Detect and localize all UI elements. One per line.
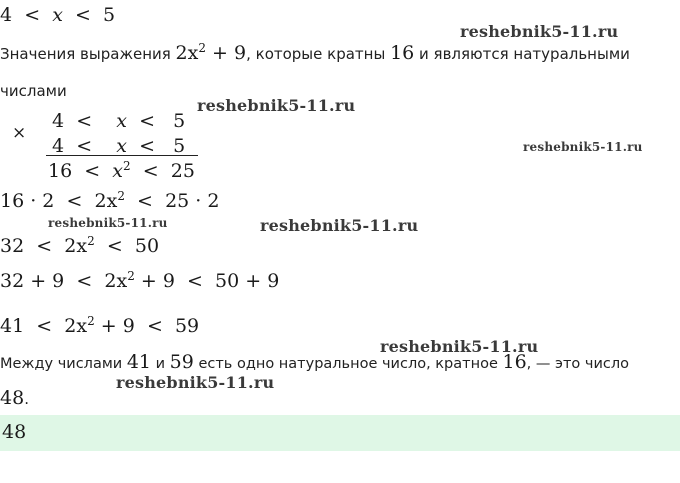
math-term: 25 xyxy=(170,160,195,182)
math-term: 50 + 9 xyxy=(215,270,280,292)
inequality-line-6 xyxy=(0,270,279,292)
math-term: < xyxy=(106,235,123,257)
text-fragment: и являются натуральными xyxy=(414,45,630,63)
math-term: < xyxy=(146,315,163,337)
conclusion-number xyxy=(0,387,29,409)
math-term: < xyxy=(84,160,101,182)
watermark: reshebnik5-11.ru xyxy=(460,22,619,41)
math-term: 2x xyxy=(175,42,199,64)
math-sup: 2 xyxy=(123,159,131,173)
text-fragment: и xyxy=(151,356,170,372)
inequality-line-4 xyxy=(0,190,219,212)
math-term: 5 xyxy=(103,4,116,26)
math-sup: 2 xyxy=(198,41,206,55)
math-term: 2x xyxy=(64,235,88,257)
answer-box xyxy=(0,415,680,451)
math-term: < xyxy=(66,190,83,212)
math-term: 2x xyxy=(104,270,128,292)
math-term: x xyxy=(112,160,124,182)
math-term: x xyxy=(52,4,63,26)
watermark: reshebnik5-11.ru xyxy=(116,373,275,392)
math-sup: 2 xyxy=(127,269,135,283)
math-term: 59 xyxy=(169,351,194,373)
math-term: + 9 xyxy=(134,270,175,292)
math-term: 16 xyxy=(48,160,73,182)
math-term: 5 xyxy=(173,110,186,132)
mult-row-2 xyxy=(52,135,185,157)
math-sup: 2 xyxy=(87,314,95,328)
statement-continuation: числами xyxy=(0,82,67,100)
math-term: 48 xyxy=(0,387,25,409)
math-term: 41 xyxy=(0,315,25,337)
inequality-line-7 xyxy=(0,315,199,337)
math-term: 32 + 9 xyxy=(0,270,65,292)
watermark: reshebnik5-11.ru xyxy=(260,216,419,235)
text-fragment: . xyxy=(24,390,29,408)
text-fragment: , которые кратны xyxy=(246,45,391,63)
inequality-line-5 xyxy=(0,235,159,257)
math-term: 41 xyxy=(126,351,151,373)
mult-result xyxy=(48,160,195,182)
math-term: < xyxy=(76,110,93,132)
math-term: < xyxy=(139,110,156,132)
math-term: 59 xyxy=(174,315,200,337)
math-term: < xyxy=(139,135,156,157)
math-term: + 9 xyxy=(206,42,247,64)
watermark: reshebnik5-11.ru xyxy=(523,140,643,154)
math-term: < xyxy=(24,4,41,26)
math-term: < xyxy=(142,160,159,182)
expression-statement xyxy=(0,42,630,64)
math-term: 4 xyxy=(52,110,65,132)
watermark: reshebnik5-11.ru xyxy=(48,216,168,230)
math-term: < xyxy=(75,4,91,26)
math-sup: 2 xyxy=(87,234,95,248)
text-fragment: Между числами xyxy=(0,356,127,372)
math-term: 2x xyxy=(94,190,118,212)
watermark: reshebnik5-11.ru xyxy=(380,337,539,356)
multiply-sign: × xyxy=(12,123,27,143)
math-term: < xyxy=(36,235,53,257)
multiplication-rule xyxy=(46,155,198,156)
math-term: 32 xyxy=(0,235,25,257)
text-fragment: , — это число xyxy=(526,356,629,372)
math-term: 4 xyxy=(0,4,13,26)
math-term: + 9 xyxy=(94,315,135,337)
math-term: 16 · 2 xyxy=(0,190,55,212)
math-term: < xyxy=(36,315,53,337)
math-sup: 2 xyxy=(117,189,125,203)
mult-row-1 xyxy=(52,110,185,132)
math-term: x xyxy=(116,135,127,157)
math-term: 16 xyxy=(502,351,527,373)
math-term: < xyxy=(137,190,153,212)
math-term: 5 xyxy=(173,135,186,157)
watermark: reshebnik5-11.ru xyxy=(197,96,356,115)
math-term: 16 xyxy=(390,42,415,64)
math-term: x xyxy=(116,110,127,132)
inequality-line-1 xyxy=(0,4,115,26)
math-term: < xyxy=(187,270,203,292)
text-fragment: есть одно натуральное число, кратное xyxy=(193,356,503,372)
math-term: 50 xyxy=(134,235,160,257)
math-term: 25 · 2 xyxy=(165,190,220,212)
answer-value: 48 xyxy=(2,421,27,443)
math-term: < xyxy=(76,270,93,292)
math-term: 4 xyxy=(52,135,65,157)
text-fragment: Значения выражения xyxy=(0,45,176,63)
math-term: < xyxy=(76,135,93,157)
math-term: 2x xyxy=(64,315,88,337)
